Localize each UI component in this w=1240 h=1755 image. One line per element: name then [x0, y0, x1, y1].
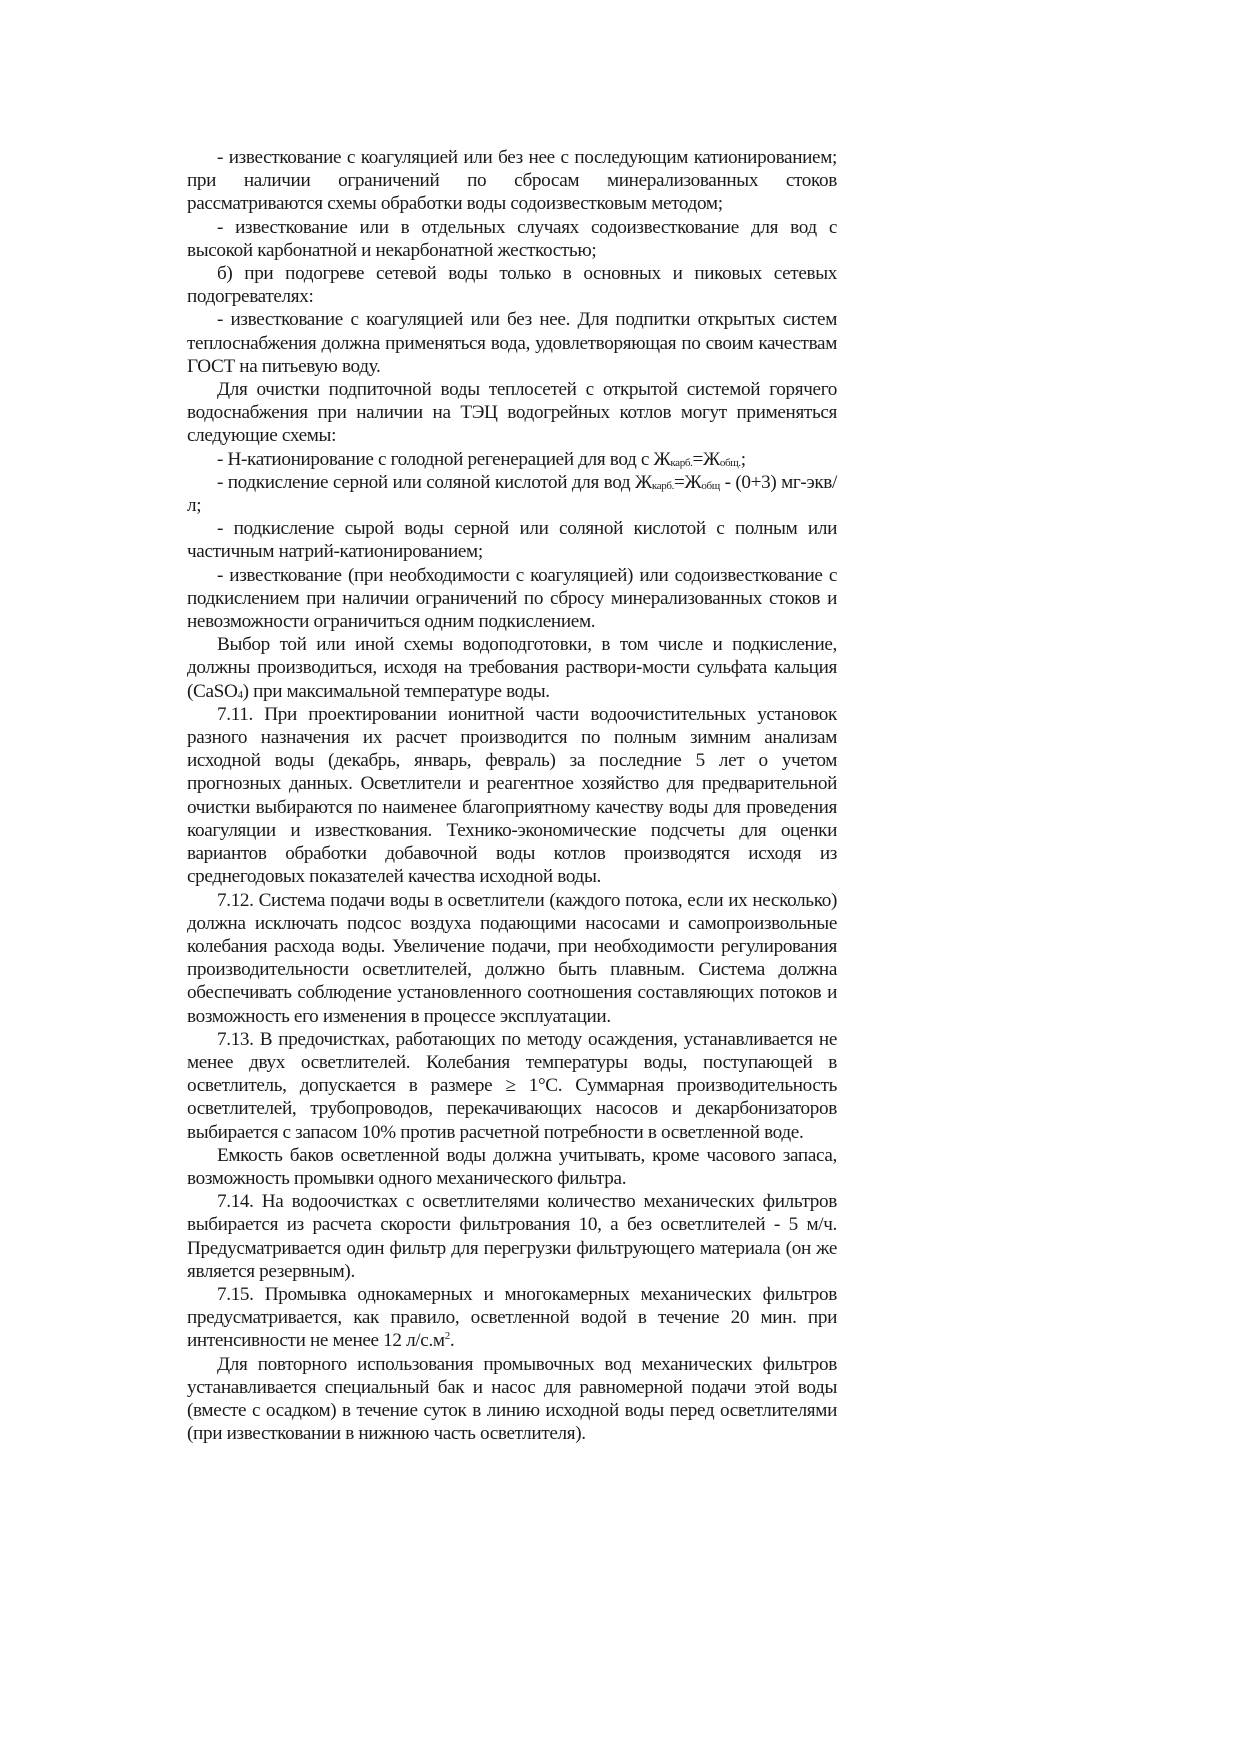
subscript: карб.	[651, 479, 675, 492]
paragraph-wash-water-reuse: Для повторного использования промывочных вод механических фильтров устанавливается специальный бак и насос для равномерной подачи этой воды (вместе с осадком) в течение суток в линию исходной воды перед осветлителями (при известковании в нижнюю часть осветлителя).	[187, 1353, 837, 1445]
paragraph-makeup-schemes: Для очистки подпиточной воды теплосетей с открытой системой горячего водоснабжения при наличии на ТЭЦ водогрейных котлов могут применяться следующие схемы:	[187, 379, 837, 447]
subscript: карб.	[670, 456, 693, 469]
text: ) при максимальной температуре воды.	[242, 680, 550, 702]
paragraph-7-15	[187, 1283, 837, 1353]
paragraph-7-13: 7.13. В предочистках, работающих по методу осаждения, устанавливается не менее двух осветлителей. Колебания температуры воды, поступающей в осветлитель, допускается в размере ≥ 1°С. Суммарная производительность осветлителей, трубопроводов, перекачивающих насосов и декарбонизаторов выбирается с запасом 10% против расчетной потребности в осветленной воде.	[187, 1028, 837, 1143]
document-page	[187, 146, 837, 1445]
subscript: общ	[701, 479, 720, 492]
paragraph-h-cationization	[187, 448, 837, 471]
text: Выбор той или иной схемы водоподготовки, в том числе и подкисление, должны производиться, исходя на требования раствори-мости сульфата кальция (CaSO	[187, 634, 837, 702]
paragraph-7-11: 7.11. При проектировании ионитной части водоочистительных установок разного назначения их расчет производится по полным зимним анализам исходной воды (декабрь, январь, февраль) за последние 5 лет о учетом прогнозных данных. Осветлители и реагентное хозяйство для предварительной очистки выбираются по наименее благоприятному качеству воды для проведения коагуляции и известкования. Технико-экономические подсчеты для оценки вариантов обработки добавочной воды котлов производятся исходя из среднегодовых показателей качества исходной воды.	[187, 703, 837, 888]
text: - (0+3) мг-экв/л;	[187, 471, 837, 517]
paragraph-acidification	[187, 471, 837, 517]
text: .	[449, 1330, 455, 1352]
text: ;	[740, 448, 746, 470]
paragraph-liming-acidification: - известкование (при необходимости с коагуляцией) или содоизвесткование с подкислением при наличии ограничений по сбросу минерализованных стоков и невозможности ограничиться одним подкислением.	[187, 564, 837, 633]
text: =Ж	[692, 448, 720, 470]
paragraph-scheme-choice	[187, 633, 837, 703]
paragraph-7-12: 7.12. Система подачи воды в осветлители (каждого потока, если их несколько) должна исключать подсос воздуха подающими насосами и самопроизвольные колебания расхода воды. Увеличение подачи, при необходимости регулирования производительности осветлителей, должно быть плавным. Система должна обеспечивать соблюдение установленного соотношения составляющих потоков и возможность его изменения в процессе эксплуатации.	[187, 889, 837, 1027]
paragraph-liming-high-hardness: - известкование или в отдельных случаях содоизвесткование для вод с высокой карбонатной и некарбонатной жесткостью;	[187, 216, 837, 261]
paragraph-raw-water-acidification: - подкисление сырой воды серной или соляной кислотой с полным или частичным натрий-катионированием;	[187, 518, 837, 563]
text: - подкисление серной или соляной кислотой для вод Ж	[217, 471, 652, 493]
text: - Н-катионирование с голодной регенерацией для вод с Ж	[217, 448, 671, 470]
text: =Ж	[674, 471, 702, 493]
paragraph-heating-network: б) при подогреве сетевой воды только в основных и пиковых сетевых подогревателях:	[187, 263, 837, 308]
subscript: 4	[237, 688, 243, 701]
superscript: 2	[444, 1330, 450, 1343]
subscript: общ.	[719, 456, 741, 469]
paragraph-open-systems: - известкование с коагуляцией или без нее. Для подпитки открытых систем теплоснабжения должна применяться вода, удовлетворяющая по своим качествам ГОСТ на питьевую воду.	[187, 309, 837, 377]
paragraph-tank-capacity: Емкость баков осветленной воды должна учитывать, кроме часового запаса, возможность промывки одного механического фильтра.	[187, 1144, 837, 1189]
text: 7.15. Промывка однокамерных и многокамерных механических фильтров предусматривается, как правило, осветленной водой в течение 20 мин. при интенсивности не менее 12 л/с.м	[187, 1283, 837, 1352]
paragraph-7-14: 7.14. На водоочистках с осветлителями количество механических фильтров выбирается из расчета скорости фильтрования 10, а без осветлителей - 5 м/ч. Предусматривается один фильтр для перегрузки фильтрующего материала (он же является резервным).	[187, 1191, 837, 1282]
paragraph-liming-cationization: - известкование с коагуляцией или без нее с последующим катионированием; при наличии ограничений по сбросам минерализованных стоков рассматриваются схемы обработки воды содоизвестковым методом;	[187, 147, 837, 215]
